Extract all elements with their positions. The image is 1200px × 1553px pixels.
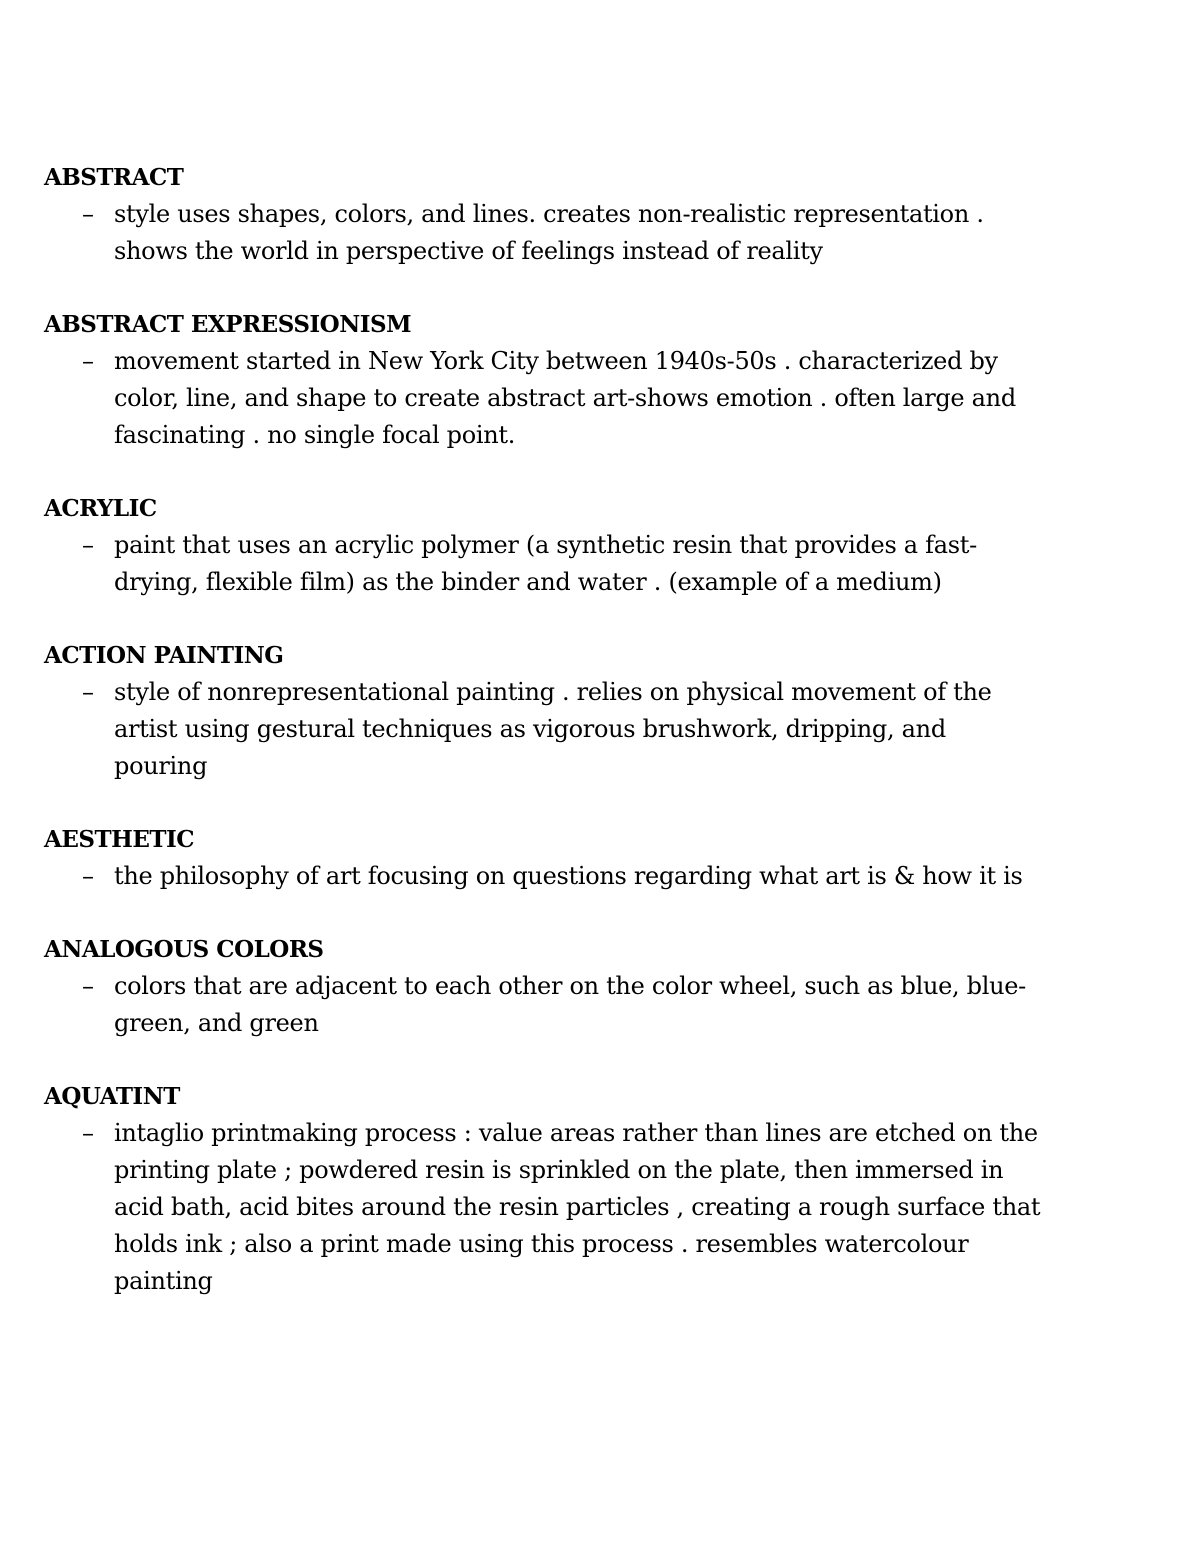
bullet-dash: – [82, 200, 94, 228]
glossary-entry-abstract-expressionism [44, 306, 1104, 454]
glossary-entry-action-painting [44, 637, 1104, 785]
bullet-dash: – [82, 972, 94, 1000]
term-heading: ABSTRACT EXPRESSIONISM [44, 311, 412, 338]
definition-item [44, 527, 1044, 601]
term-heading: ACRYLIC [44, 495, 157, 522]
definition-text: paint that uses an acrylic polymer (a synthetic resin that provides a fast-drying, flexible film) as the binder and water . (example of a medium) [114, 531, 977, 596]
bullet-dash: – [82, 678, 94, 706]
definition-text: colors that are adjacent to each other on the color wheel, such as blue, blue-green, and green [114, 972, 1026, 1037]
definition-item [44, 674, 1044, 785]
definition-item [44, 968, 1044, 1042]
definition-text: the philosophy of art focusing on questions regarding what art is & how it is [114, 862, 1023, 890]
bullet-dash: – [82, 347, 94, 375]
glossary-entry-abstract [44, 159, 1104, 270]
glossary-list [44, 159, 1104, 1336]
term-heading: AESTHETIC [44, 826, 195, 853]
definition-text: style uses shapes, colors, and lines. creates non-realistic representation . shows the world in perspective of feelings instead of reality [114, 200, 984, 265]
definition-item [44, 858, 1044, 895]
definition-item [44, 1115, 1044, 1300]
definition-text: style of nonrepresentational painting . relies on physical movement of the artist using gestural techniques as vigorous brushwork, dripping, and pouring [114, 678, 992, 780]
definition-text: intaglio printmaking process : value areas rather than lines are etched on the printing plate ; powdered resin is sprinkled on the plate, then immersed in acid bath, acid bites around the resin particles , creating a rough surface that holds ink ; also a print made using this process . resembles watercolour painting [114, 1119, 1041, 1295]
term-heading: AQUATINT [44, 1083, 180, 1110]
definition-item [44, 196, 1044, 270]
glossary-entry-aesthetic [44, 821, 1104, 895]
bullet-dash: – [82, 862, 94, 890]
definition-text: movement started in New York City between 1940s-50s . characterized by color, line, and shape to create abstract art-shows emotion . often large and fascinating . no single focal point. [114, 347, 1016, 449]
glossary-entry-acrylic [44, 490, 1104, 601]
term-heading: ANALOGOUS COLORS [44, 936, 324, 963]
term-heading: ABSTRACT [44, 164, 184, 191]
definition-item [44, 343, 1044, 454]
glossary-entry-analogous-colors [44, 931, 1104, 1042]
glossary-entry-aquatint [44, 1078, 1104, 1300]
bullet-dash: – [82, 531, 94, 559]
bullet-dash: – [82, 1119, 94, 1147]
term-heading: ACTION PAINTING [44, 642, 284, 669]
